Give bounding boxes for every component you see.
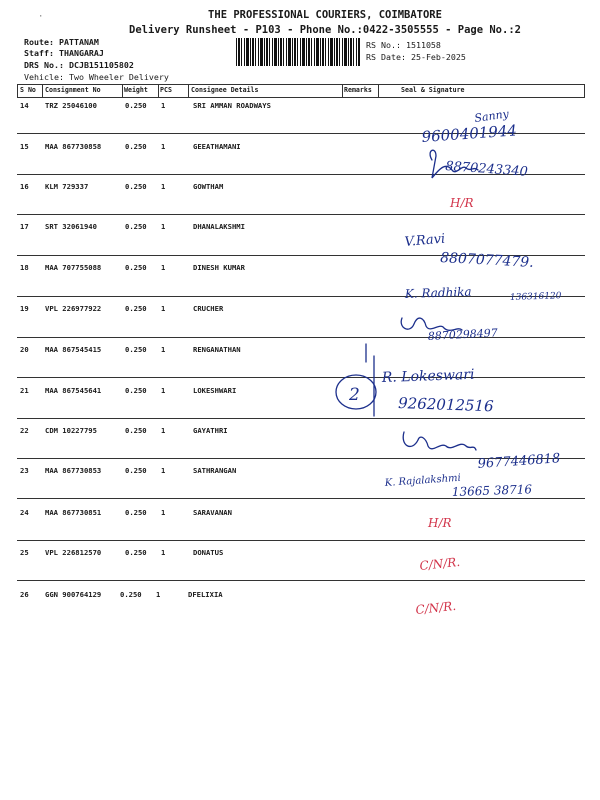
- drs-number: DRS No.: DCJB151105802: [24, 60, 134, 70]
- rs-date: RS Date: 25-Feb-2025: [366, 52, 466, 62]
- col-header-weight: Weight: [124, 86, 148, 94]
- row-consignment: MAA 707755088: [45, 263, 102, 272]
- row-sno: 17: [20, 222, 29, 231]
- scribble-signature: [403, 432, 476, 450]
- row-sno: 22: [20, 426, 29, 435]
- row-consignee: DFELIXIA: [188, 590, 223, 599]
- signature-text: K. Rajalakshmi: [384, 472, 462, 489]
- row-weight: 0.250: [125, 466, 147, 475]
- row-consignment: VPL 226812570: [45, 548, 102, 557]
- row-weight: 0.250: [125, 304, 147, 313]
- row-weight: 0.250: [125, 386, 147, 395]
- row-sno: 20: [20, 345, 29, 354]
- row-weight: 0.250: [125, 426, 147, 435]
- row-consignment: MAA 867545415: [45, 345, 102, 354]
- row-pcs: 1: [161, 263, 166, 272]
- signature-text: 8870298497: [427, 326, 499, 343]
- row-sno: 23: [20, 466, 29, 475]
- row-sno: 15: [20, 142, 29, 151]
- row-weight: 0.250: [125, 508, 147, 517]
- row-pcs: 1: [161, 508, 166, 517]
- signature-text: 8807077479.: [439, 250, 535, 271]
- row-consignment: SRT 32061940: [45, 222, 97, 231]
- vehicle-label: Vehicle: Two Wheeler Delivery: [24, 72, 169, 82]
- row-pcs: 1: [161, 101, 166, 110]
- row-consignee: GAYATHRI: [193, 426, 228, 435]
- row-weight: 0.250: [125, 182, 147, 191]
- row-consignee: GEEATHAMANI: [193, 142, 241, 151]
- row-consignee: SATHRANGAN: [193, 466, 237, 475]
- row-consignee: DHANALAKSHMI: [193, 222, 245, 231]
- row-consignee: DINESH KUMAR: [193, 263, 245, 272]
- signature-text: 9262012516: [397, 394, 494, 416]
- row-pcs: 1: [156, 590, 161, 599]
- row-sno: 21: [20, 386, 29, 395]
- col-header-pcs: PCS: [160, 86, 172, 94]
- col-header-signature: Seal & Signature: [401, 86, 465, 94]
- runsheet-subtitle: Delivery Runsheet - P103 - Phone No.:0422-3505555 - Page No.:2: [129, 24, 521, 36]
- company-title: THE PROFESSIONAL COURIERS, COIMBATORE: [208, 9, 442, 21]
- row-consignee: LOKESHWARI: [193, 386, 237, 395]
- row-sno: 19: [20, 304, 29, 313]
- route-label: Route: PATTANAM: [24, 37, 99, 47]
- row-consignment: MAA 867730851: [45, 508, 102, 517]
- row-consignment: VPL 226977922: [45, 304, 102, 313]
- remark-mark: H/R: [450, 196, 474, 210]
- signature-text: 9600401944: [421, 121, 518, 146]
- signature-text: 8870243340: [444, 159, 529, 180]
- remark-mark: H/R: [428, 516, 452, 530]
- row-consignee: CRUCHER: [193, 304, 224, 313]
- row-consignment: MAA 867545641: [45, 386, 102, 395]
- signature-text: V.Ravi: [404, 231, 446, 250]
- signature-text: R. Lokeswari: [381, 366, 475, 386]
- staff-label: Staff: THANGARAJ: [24, 48, 104, 58]
- row-pcs: 1: [161, 345, 166, 354]
- row-consignee: SARAVANAN: [193, 508, 232, 517]
- row-pcs: 1: [161, 426, 166, 435]
- circled-number: 2: [349, 385, 360, 405]
- row-pcs: 1: [161, 304, 166, 313]
- rs-number: RS No.: 1511058: [366, 40, 441, 50]
- row-consignee: DONATUS: [193, 548, 224, 557]
- col-header-consignee: Consignee Details: [191, 86, 259, 94]
- col-header-sno: S No: [20, 86, 36, 94]
- row-consignee: RENGANATHAN: [193, 345, 241, 354]
- row-pcs: 1: [161, 548, 166, 557]
- row-consignment: CDM 10227795: [45, 426, 97, 435]
- col-header-remarks: Remarks: [344, 86, 372, 94]
- row-pcs: 1: [161, 466, 166, 475]
- signature-text: 9677446818: [477, 451, 561, 472]
- remark-mark: C/N/R.: [414, 598, 457, 617]
- row-consignment: TRZ 25046100: [45, 101, 97, 110]
- remark-mark: C/N/R.: [418, 554, 461, 573]
- row-sno: 26: [20, 590, 29, 599]
- row-consignment: KLM 729337: [45, 182, 89, 191]
- row-pcs: 1: [161, 222, 166, 231]
- scan-speck: ·: [38, 12, 44, 22]
- row-weight: 0.250: [125, 101, 147, 110]
- row-sno: 24: [20, 508, 29, 517]
- row-pcs: 1: [161, 386, 166, 395]
- row-weight: 0.250: [125, 548, 147, 557]
- row-weight: 0.250: [125, 222, 147, 231]
- row-consignee: SRI AMMAN ROADWAYS: [193, 101, 271, 110]
- row-weight: 0.250: [125, 263, 147, 272]
- row-sno: 25: [20, 548, 29, 557]
- row-consignment: MAA 867730853: [45, 466, 102, 475]
- row-sno: 16: [20, 182, 29, 191]
- row-pcs: 1: [161, 182, 166, 191]
- row-weight: 0.250: [125, 345, 147, 354]
- signature-text: K. Radhika: [404, 284, 472, 301]
- row-weight: 0.250: [120, 590, 142, 599]
- row-pcs: 1: [161, 142, 166, 151]
- signature-text: Sanny: [473, 107, 510, 125]
- col-header-consignment: Consignment No: [45, 86, 101, 94]
- row-consignee: GOWTHAM: [193, 182, 224, 191]
- signature-text: 13665 38716: [451, 482, 533, 499]
- signature-text: 136316120: [509, 291, 562, 303]
- row-sno: 14: [20, 101, 29, 110]
- row-consignment: GGN 900764129: [45, 590, 102, 599]
- row-consignment: MAA 867730858: [45, 142, 102, 151]
- row-weight: 0.250: [125, 142, 147, 151]
- row-sno: 18: [20, 263, 29, 272]
